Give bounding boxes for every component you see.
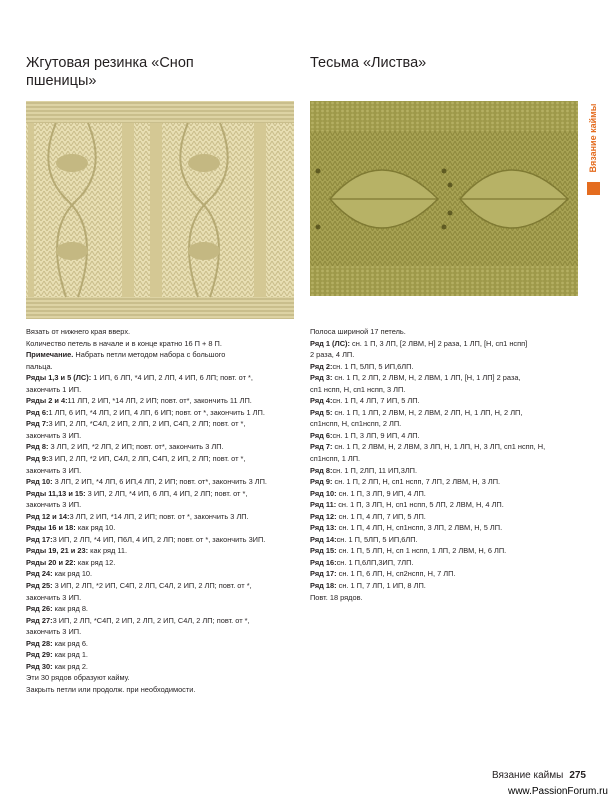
row-text: закончить 3 ИП.: [26, 592, 82, 602]
row-text: Эти 30 рядов образуют кайму.: [26, 673, 130, 683]
row-label: Ряд 16:: [310, 557, 337, 567]
row-label: Ряды 20 и 22:: [26, 557, 76, 567]
instruction-line: [26, 684, 306, 696]
row-text: сн. 1 П, 3 ЛП, Н, сп1 нспп, 5 ЛП, 2 ЛВМ, Н, 4 ЛП.: [336, 500, 504, 510]
row-label: Ряд 2:: [310, 361, 333, 371]
row-label: Ряд 8:: [26, 442, 49, 452]
row-label: Ряд 7:: [310, 442, 333, 452]
instruction-line: [26, 384, 306, 396]
instruction-line: [26, 626, 306, 638]
row-label: Ряд 7:: [26, 419, 49, 429]
page-footer: [492, 770, 586, 781]
row-text: сн. 1 П, 2 ЛВМ, Н, 2 ЛВМ, 3 ЛП, Н, 1 ЛП, Н, 3 ЛП, сп1 нспп, Н,: [332, 442, 546, 452]
instruction-line: [26, 638, 306, 650]
instruction-line: [26, 534, 306, 546]
row-label: Примечание.: [26, 350, 74, 360]
row-text: Закрыть петли или продолж. при необходимости.: [26, 684, 196, 694]
instruction-line: [26, 441, 306, 453]
row-label: Ряд 13:: [310, 523, 337, 533]
instruction-line: [26, 476, 306, 488]
pattern-title-wheat-sheaf: [26, 54, 276, 90]
instruction-line: [310, 465, 590, 477]
site-watermark: www.PassionForum.ru: [507, 786, 608, 797]
row-text: как ряд 8.: [52, 604, 88, 614]
row-label: Ряд 26:: [26, 604, 53, 614]
row-label: Ряд 28:: [26, 638, 53, 648]
row-label: Ряд 11:: [310, 500, 337, 510]
instruction-line: [310, 338, 590, 350]
row-text: сп1 нспп, Н, сп1 нспп, 3 ЛП.: [310, 384, 406, 394]
instruction-line: [310, 349, 590, 361]
row-label: Ряд 29:: [26, 650, 53, 660]
instruction-line: [26, 349, 306, 361]
row-label: Ряд 27:: [26, 615, 53, 625]
row-text: сн. 1 П, 5ЛП, 5 ИП,6ЛП.: [332, 361, 414, 371]
page-number: 275: [569, 770, 586, 781]
row-text: 3 ЛП, 2 ИП, *2 ЛП, 2 ИП; повт. от*, закончить 3 ЛП.: [48, 442, 224, 452]
pattern-title-foliage: Тесьма «Листва»: [310, 55, 427, 71]
instruction-line: [310, 511, 590, 523]
row-text: сн. 1 П, 4 ЛП, 7 ИП, 5 ЛП.: [332, 396, 420, 406]
row-text: сн. 1 П, 4 ЛП, Н, сп1нспп, 3 ЛП, 2 ЛВМ, Н, 5 ЛП.: [336, 523, 503, 533]
row-label: Ряд 3:: [310, 373, 333, 383]
row-text: 3 ИП, 2 ЛП, *4 ИП, 6 ЛП, 4 ИП, 2 ЛП; повт. от *,: [85, 488, 248, 498]
row-label: Ряд 17:: [26, 534, 53, 544]
section-side-tab: [583, 98, 603, 178]
row-text: 3 ИП, 2 ЛП, *2 ИП, С4П, 2 ЛП, С4Л, 2 ИП, 2 ЛП; повт. от *,: [52, 581, 252, 591]
instruction-line: [310, 580, 590, 592]
row-text: закончить 3 ИП.: [26, 500, 82, 510]
wheat-sheaf-knit-photo: [26, 101, 294, 319]
instruction-line: [26, 557, 306, 569]
row-text: Полоса шириной 17 петель.: [310, 327, 406, 336]
instruction-line: [26, 603, 306, 615]
row-text: 3 ИП, 2 ЛП, *С4П, 2 ИП, 2 ЛП, 2 ИП, С4Л, 2 ЛП; повт. от *,: [52, 615, 250, 625]
instruction-line: [26, 430, 306, 442]
title-line-2: пшеницы»: [26, 73, 97, 89]
row-text: 3 ИП, 2 ЛП, *2 ИП, С4Л, 2 ЛП, С4П, 2 ИП, 2 ЛП; повт. от *,: [48, 454, 246, 464]
instruction-line: [26, 545, 306, 557]
row-text: как ряд 2.: [52, 661, 88, 671]
row-text: закончить 3 ИП.: [26, 627, 82, 637]
instruction-line: [26, 372, 306, 384]
row-text: сн. 1 П, 2 ЛП, 2 ЛВМ, Н, 2 ЛВМ, 1 ЛП, [Н, 1 ЛП] 2 раза,: [332, 373, 521, 383]
row-text: 3 ЛП, 2 ИП, *4 ЛП, 6 ИП,4 ЛП, 2 ИП; повт. от*, закончить 3 ЛП.: [52, 477, 267, 487]
row-text: сн. 1 П, 4 ЛП, 7 ИП, 5 ЛП.: [336, 511, 426, 521]
row-text: сн. 1 П, 2ЛП, 11 ИП,3ЛП.: [332, 465, 418, 475]
instruction-line: [26, 395, 306, 407]
instruction-line: [310, 395, 590, 407]
instruction-line: [26, 522, 306, 534]
instruction-line: [310, 453, 590, 465]
row-text: сп1нспп, Н, сп1нспп, 2 ЛП.: [310, 419, 402, 429]
row-text: сн. 1 П, 7 ЛП, 1 ИП, 8 ЛП.: [336, 581, 426, 591]
row-label: Ряд 14:: [310, 534, 337, 544]
instruction-line: [26, 407, 306, 419]
row-label: Ряд 25:: [26, 581, 53, 591]
row-text: сн. 1 П, 2 ЛП, Н, сп1 нспп, 7 ЛП, 2 ЛВМ, Н, 3 ЛП.: [332, 477, 501, 487]
row-text: закончить 3 ИП.: [26, 465, 82, 475]
row-label: Ряды 19, 21 и 23:: [26, 546, 89, 556]
foliage-instructions: [310, 326, 590, 603]
instruction-line: [26, 326, 306, 338]
row-text: сн. 1 П, 1 ЛП, 2 ЛВМ, Н, 2 ЛВМ, 2 ЛП, Н, 1 ЛП, Н, 2 ЛП,: [332, 407, 523, 417]
row-text: пальца.: [26, 361, 53, 371]
instruction-line: [310, 592, 590, 604]
row-text: закончить 3 ИП.: [26, 430, 82, 440]
row-text: сн. 1 П, 3 ЛП, 9 ИП, 4 ЛП.: [332, 430, 420, 440]
instruction-line: [310, 361, 590, 373]
row-text: 11 ЛП, 2 ИП, *14 ЛП, 2 ИП; повт. от*, закончить 11 ЛП.: [67, 396, 252, 406]
instruction-line: [26, 499, 306, 511]
instruction-line: [26, 511, 306, 523]
row-label: Ряды 2 и 4:: [26, 396, 68, 406]
row-label: Ряд 12 и 14:: [26, 511, 70, 521]
row-label: Ряд 1 (ЛС):: [310, 338, 350, 348]
instruction-line: [310, 407, 590, 419]
row-text: как ряд 1.: [52, 650, 88, 660]
instruction-line: [310, 522, 590, 534]
row-text: сн. 1 П,6ЛП,3ИП, 7ЛП.: [336, 557, 414, 567]
row-label: Ряд 9:: [310, 477, 333, 487]
instruction-line: [26, 649, 306, 661]
instruction-line: [310, 557, 590, 569]
row-label: Ряд 24:: [26, 569, 53, 579]
instruction-line: [26, 453, 306, 465]
row-text: сн. 1 П, 5 ЛП, Н, сп 1 нспп, 1 ЛП, 2 ЛВМ, Н, 6 ЛП.: [336, 546, 507, 556]
row-label: Ряд 6:: [310, 430, 333, 440]
instruction-line: [26, 568, 306, 580]
row-label: Ряд 9:: [26, 454, 49, 464]
instruction-line: [26, 338, 306, 350]
row-text: закончить 1 ИП.: [26, 384, 82, 394]
instruction-line: [310, 568, 590, 580]
instruction-line: [310, 372, 590, 384]
foliage-braid-knit-photo: [310, 101, 578, 296]
row-label: Ряд 30:: [26, 661, 53, 671]
row-text: Вязать от нижнего края вверх.: [26, 327, 131, 336]
instruction-line: [26, 465, 306, 477]
row-text: как ряд 10.: [75, 523, 116, 533]
title-line-1: Жгутовая резинка «Сноп: [26, 55, 194, 71]
row-text: сп1нспп, 1 ЛП.: [310, 454, 361, 464]
row-text: сн. 1 П, 3 ЛП, 9 ИП, 4 ЛП.: [336, 488, 426, 498]
row-text: как ряд 6.: [52, 638, 88, 648]
instruction-line: [26, 615, 306, 627]
instruction-line: [310, 430, 590, 442]
row-label: Ряд 18:: [310, 581, 337, 591]
row-label: Ряд 12:: [310, 511, 337, 521]
instruction-line: [26, 488, 306, 500]
instruction-line: [26, 580, 306, 592]
row-label: Ряд 10:: [26, 477, 53, 487]
instruction-line: [310, 534, 590, 546]
instruction-line: [26, 661, 306, 673]
instruction-line: [26, 592, 306, 604]
row-text: 3 ИП, 2 ЛП, *С4Л, 2 ИП, 2 ЛП, 2 ИП, С4П, 2 ЛП; повт. от *,: [48, 419, 246, 429]
row-label: Ряды 1,3 и 5 (ЛС):: [26, 373, 92, 383]
row-label: Ряд 8:: [310, 465, 333, 475]
row-label: Ряд 5:: [310, 407, 333, 417]
instruction-line: [26, 418, 306, 430]
instruction-line: [310, 441, 590, 453]
row-text: как ряд 12.: [75, 557, 116, 567]
row-label: Ряды 16 и 18:: [26, 523, 76, 533]
row-text: Повт. 18 рядов.: [310, 592, 363, 602]
instruction-line: [310, 476, 590, 488]
row-text: 1 ЛП, 6 ИП, *4 ЛП, 2 ИП, 4 ЛП, 6 ИП; повт. от *, закончить 1 ЛП.: [48, 407, 265, 417]
instruction-line: [26, 672, 306, 684]
instruction-line: [310, 418, 590, 430]
instruction-line: [310, 488, 590, 500]
wheat-sheaf-instructions: [26, 326, 306, 696]
instruction-line: [310, 545, 590, 557]
instruction-line: [26, 361, 306, 373]
row-text: Количество петель в начале и в конце кратно 16 П + 8 П.: [26, 338, 222, 348]
row-text: сн. 1 П, 5ЛП, 5 ИП,6ЛП.: [336, 534, 418, 544]
row-text: сн. 1 П, 6 ЛП, Н, сп2нспп, Н, 7 ЛП.: [336, 569, 456, 579]
instruction-line: [310, 384, 590, 396]
row-label: Ряд 6:: [26, 407, 49, 417]
row-text: Набрать петли методом набора с большого: [73, 350, 226, 360]
row-text: 3 ЛП, 2 ИП, *14 ЛП, 2 ИП; повт. от *, закончить 3 ЛП.: [69, 511, 249, 521]
row-label: Ряды 11,13 и 15:: [26, 488, 86, 498]
instruction-line: [310, 499, 590, 511]
row-text: как ряд 11.: [88, 546, 128, 556]
side-tab-label: Вязание каймы: [588, 103, 598, 173]
instruction-line: [310, 326, 590, 338]
row-label: Ряд 17:: [310, 569, 337, 579]
footer-section: Вязание каймы: [491, 770, 564, 781]
row-text: 3 ИП, 2 ЛП, *4 ИП, П6Л, 4 ИП, 2 ЛП; повт. от *, закончить 3ИП.: [52, 534, 266, 544]
row-label: Ряд 15:: [310, 546, 337, 556]
row-label: Ряд 10:: [310, 488, 337, 498]
row-text: 1 ИП, 6 ЛП, *4 ИП, 2 ЛП, 4 ИП, 6 ЛП; повт. от *,: [91, 373, 253, 383]
row-text: 2 раза, 4 ЛП.: [310, 350, 355, 360]
row-label: Ряд 4:: [310, 396, 333, 406]
row-text: сн. 1 П, 3 ЛП, [2 ЛВМ, Н] 2 раза, 1 ЛП, [Н, сп1 нспп]: [349, 338, 528, 348]
row-text: как ряд 10.: [52, 569, 93, 579]
